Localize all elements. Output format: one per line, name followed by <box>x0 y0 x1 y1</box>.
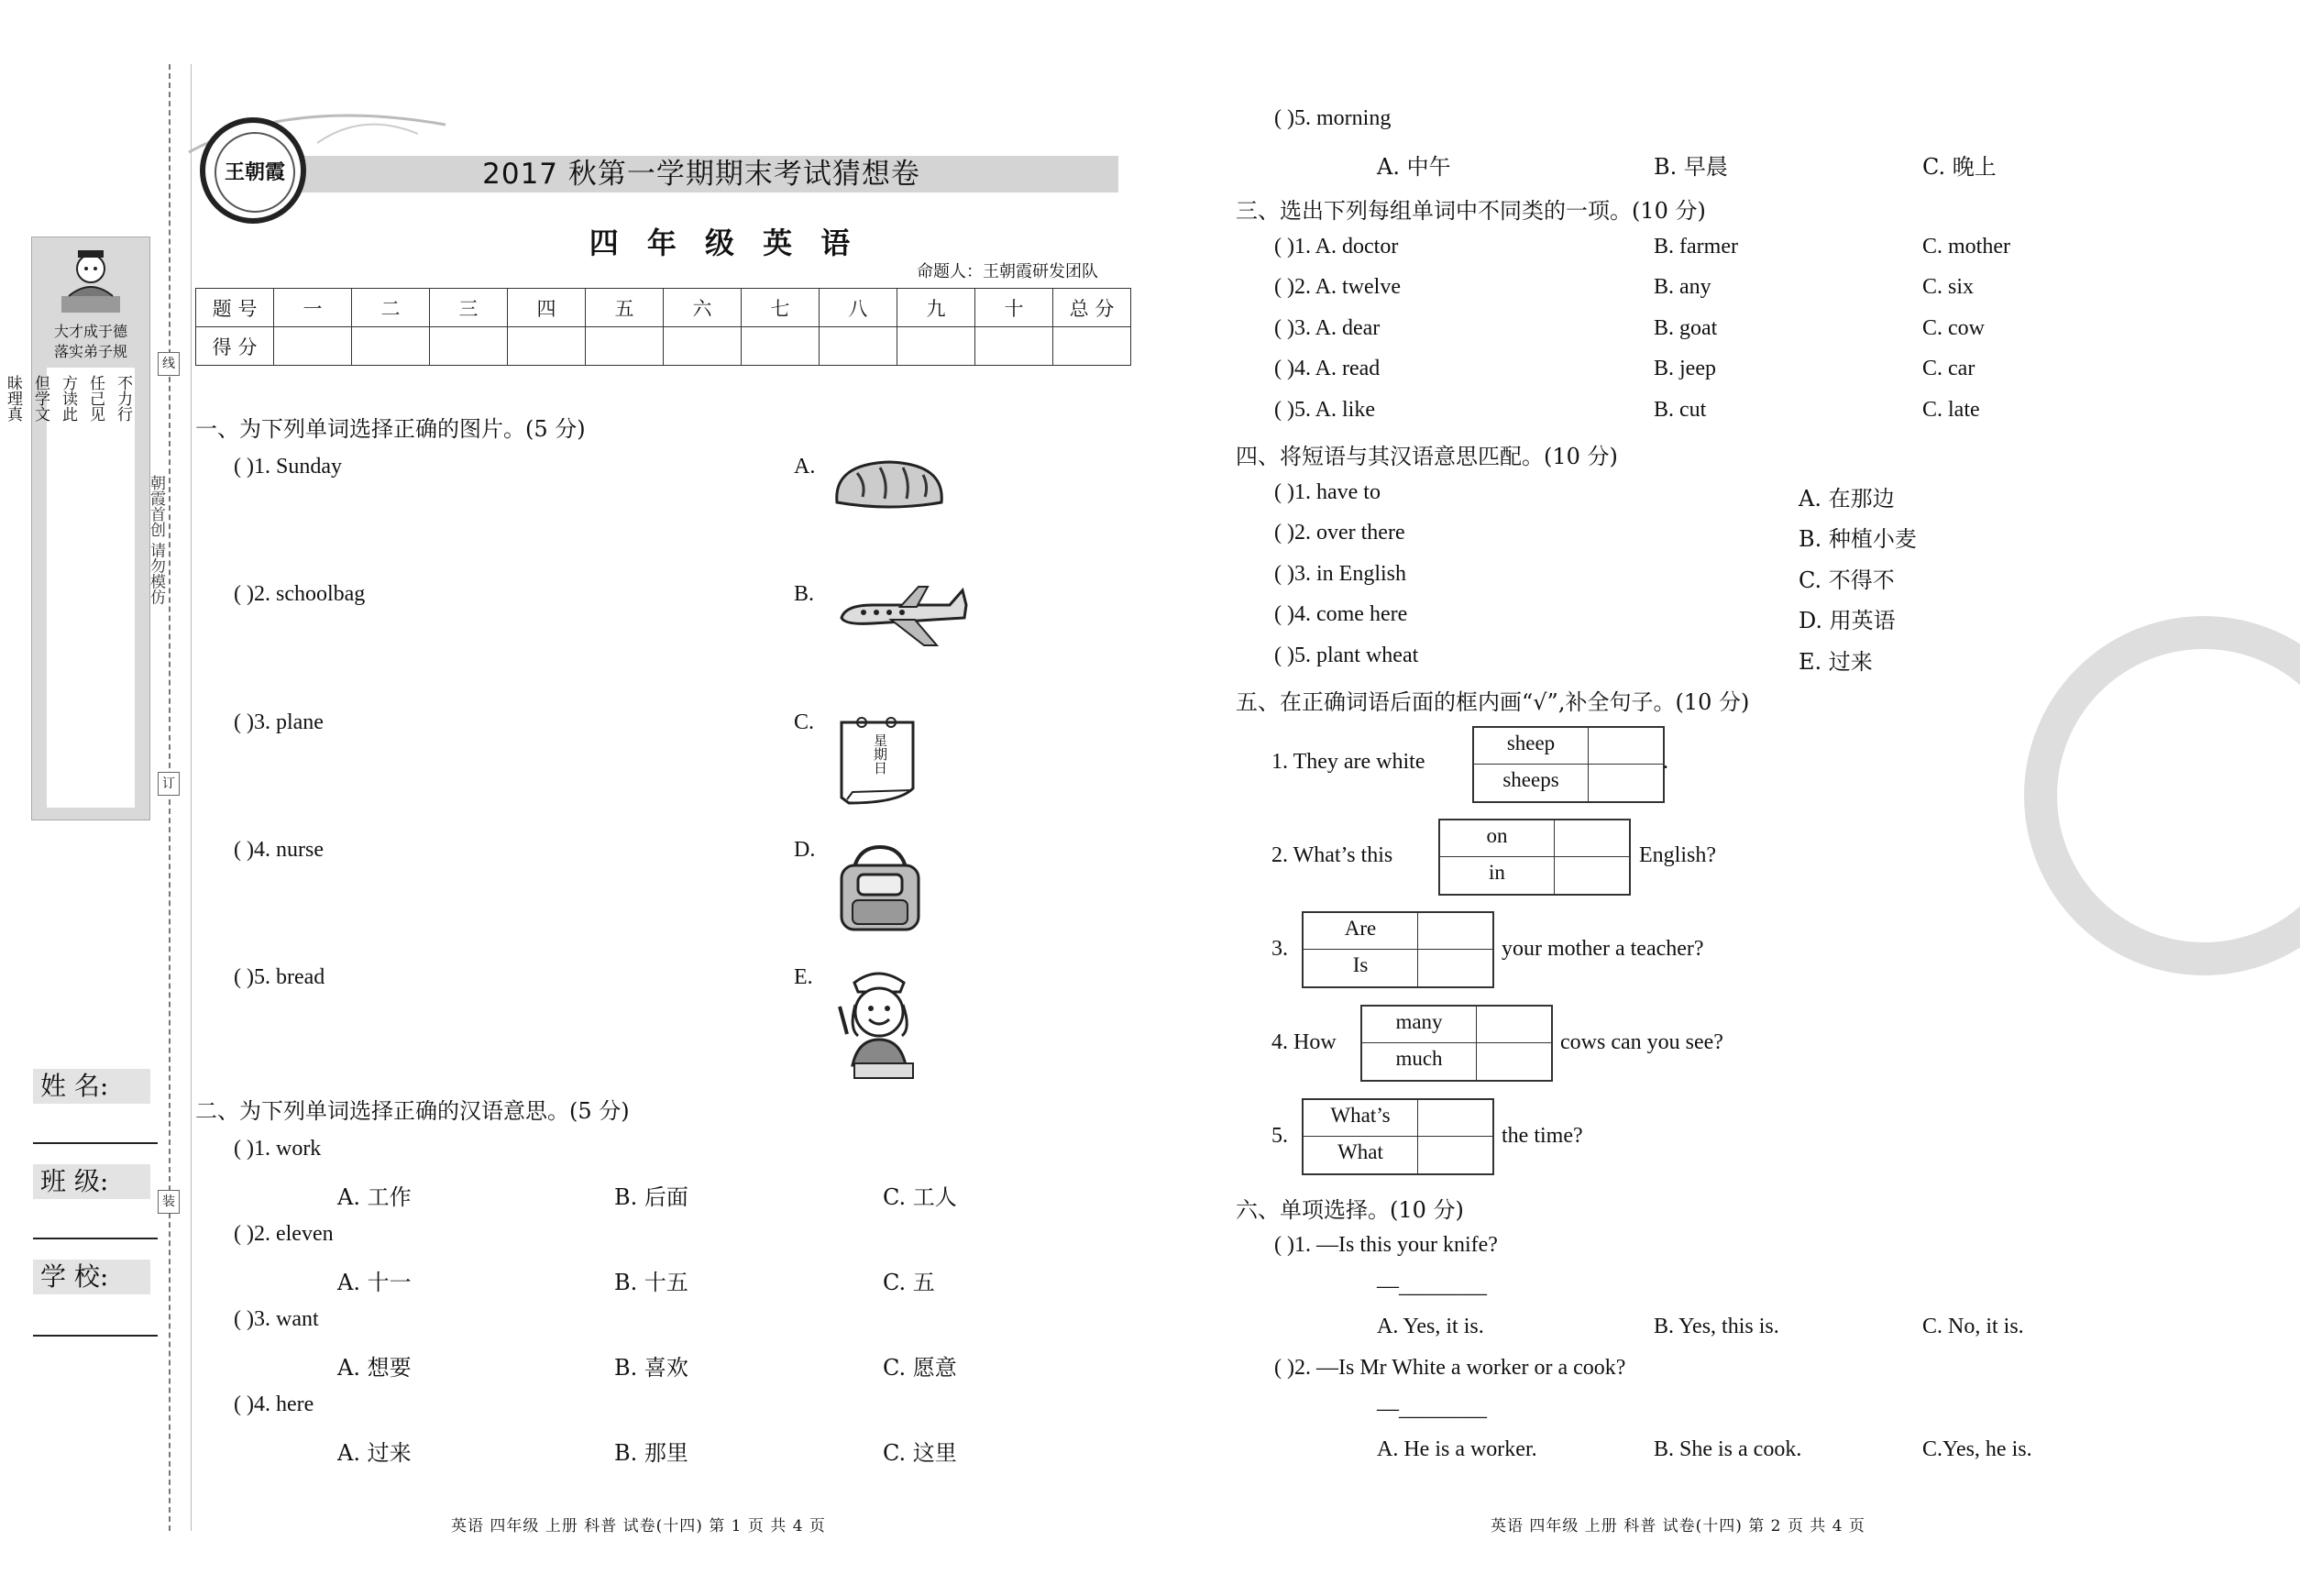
footer-page-2: 英语 四年级 上册 科普 试卷(十四) 第 2 页 共 4 页 <box>1491 1517 1865 1535</box>
class-label: 班 级: <box>33 1164 150 1199</box>
score-cell: 题 号 <box>196 289 274 327</box>
s1-question-3: ( )3. plane <box>234 710 324 734</box>
section4-title: 四、将短语与其汉语意思匹配。(10 分) <box>1236 444 1618 469</box>
score-input[interactable] <box>975 327 1053 366</box>
pic-label-d: D. <box>794 838 816 862</box>
s4-question-3: ( )3. in English <box>1274 562 1406 586</box>
s3-q1-option-b[interactable]: B. farmer <box>1654 235 1738 259</box>
tag-zhuang: 装 <box>158 1190 180 1214</box>
plane-icon <box>836 578 970 651</box>
tag-ding: 订 <box>158 772 180 796</box>
score-input[interactable] <box>508 327 586 366</box>
s5-q2-checkbox-1[interactable] <box>1556 820 1629 856</box>
s5-q4-checkbox-2[interactable] <box>1478 1043 1551 1080</box>
s3-question-4: ( )4. A. read <box>1274 357 1381 380</box>
logo <box>200 117 306 224</box>
s2-q5-option-c[interactable]: C. 晚上 <box>1922 154 1997 180</box>
author-line: 命题人：王朝霞研发团队 <box>917 262 1098 281</box>
s5-q1-word-2: sheeps <box>1502 768 1559 791</box>
s2-question-5: ( )5. morning <box>1274 106 1392 130</box>
s3-q5-option-c[interactable]: C. late <box>1922 398 1980 422</box>
s5-sentence-4-end: cows can you see? <box>1560 1030 1723 1054</box>
score-input[interactable] <box>897 327 975 366</box>
s3-q2-option-c[interactable]: C. six <box>1922 275 1975 299</box>
s5-q3-checkbox-1[interactable] <box>1419 913 1492 949</box>
s2-q1-option-a[interactable]: A. 工作 <box>337 1184 412 1210</box>
score-cell: 得 分 <box>196 327 274 366</box>
s5-q4-word-2: much <box>1395 1047 1443 1070</box>
s5-choice-box-2 <box>1438 819 1631 896</box>
score-cell: 九 <box>897 289 975 327</box>
s5-q3-word-2: Is <box>1352 953 1369 976</box>
s5-q4-word-1: many <box>1395 1010 1443 1033</box>
s4-question-1: ( )1. have to <box>1274 480 1381 504</box>
s2-q1-option-b[interactable]: B. 后面 <box>614 1184 688 1210</box>
s3-q3-option-c[interactable]: C. cow <box>1922 316 1985 340</box>
s6-q2-option-c[interactable]: C.Yes, he is. <box>1922 1437 2032 1461</box>
s2-q5-option-a[interactable]: A. 中午 <box>1377 154 1451 180</box>
s2-q2-option-a[interactable]: A. 十一 <box>337 1270 412 1295</box>
s6-q1-option-c[interactable]: C. No, it is. <box>1922 1315 2024 1338</box>
s5-q3-checkbox-2[interactable] <box>1419 950 1492 986</box>
s5-sentence-2-end: English? <box>1639 843 1716 867</box>
s3-question-2: ( )2. A. twelve <box>1274 275 1401 299</box>
s5-q1-word-1: sheep <box>1506 732 1556 754</box>
s3-q2-option-b[interactable]: B. any <box>1654 275 1711 299</box>
s2-q3-option-c[interactable]: C. 愿意 <box>883 1355 957 1381</box>
section2-title: 二、为下列单词选择正确的汉语意思。(5 分) <box>195 1098 630 1124</box>
s2-question-2: ( )2. eleven <box>234 1222 334 1246</box>
s6-q2-answer-blank[interactable]: —________ <box>1377 1397 1487 1421</box>
school-label: 学 校: <box>33 1260 150 1294</box>
s2-q3-option-a[interactable]: A. 想要 <box>337 1355 412 1381</box>
score-cell: 七 <box>742 289 820 327</box>
logo-text: 王朝霞 <box>215 132 295 213</box>
s5-sentence-5-end: the time? <box>1502 1124 1583 1148</box>
s5-choice-box-4 <box>1360 1005 1553 1082</box>
school-field[interactable] <box>33 1335 158 1337</box>
binding-solid-line <box>191 64 192 1531</box>
s3-question-3: ( )3. A. dear <box>1274 316 1381 340</box>
pic-label-b: B. <box>794 582 815 606</box>
s4-question-4: ( )4. come here <box>1274 602 1408 626</box>
score-input[interactable] <box>820 327 897 366</box>
s6-q2-option-a[interactable]: A. He is a worker. <box>1377 1437 1537 1461</box>
s5-sentence-1-end: . <box>1663 750 1668 774</box>
section6-title: 六、单项选择。(10 分) <box>1236 1197 1464 1223</box>
s6-question-2: ( )2. —Is Mr White a worker or a cook? <box>1274 1356 1626 1380</box>
motto-text-area <box>4 368 135 808</box>
s1-question-1: ( )1. Sunday <box>234 455 342 479</box>
score-table-header-row <box>196 289 1131 327</box>
section3-title: 三、选出下列每组单词中不同类的一项。(10 分) <box>1236 198 1706 224</box>
s5-sentence-4-start: 4. How <box>1271 1030 1337 1054</box>
score-table <box>195 288 1131 366</box>
section5-title: 五、在正确词语后面的框内画“√”,补全句子。(10 分) <box>1236 689 1750 715</box>
score-cell: 十 <box>975 289 1053 327</box>
s5-q4-checkbox-1[interactable] <box>1478 1007 1551 1042</box>
s5-choice-box-5 <box>1302 1098 1494 1175</box>
tag-xian: 线 <box>158 352 180 376</box>
score-cell: 五 <box>586 289 664 327</box>
s2-question-1: ( )1. work <box>234 1137 322 1161</box>
s5-q1-checkbox-1[interactable] <box>1590 728 1663 764</box>
score-table-score-row <box>196 327 1131 366</box>
s5-choice-box-3 <box>1302 911 1494 988</box>
pic-label-e: E. <box>794 965 813 989</box>
s4-match-d: D. 用英语 <box>1799 608 1896 633</box>
bread-icon <box>830 455 949 515</box>
s2-q4-option-a[interactable]: A. 过来 <box>337 1440 412 1466</box>
score-input[interactable] <box>430 327 508 366</box>
s6-q2-option-b[interactable]: B. She is a cook. <box>1654 1437 1802 1461</box>
s3-q3-option-b[interactable]: B. goat <box>1654 316 1718 340</box>
score-cell: 四 <box>508 289 586 327</box>
s5-sentence-3-end: your mother a teacher? <box>1502 937 1704 961</box>
s2-question-4: ( )4. here <box>234 1392 314 1416</box>
score-cell: 一 <box>274 289 352 327</box>
s4-match-e: E. 过来 <box>1799 649 1873 675</box>
class-field[interactable] <box>33 1238 158 1239</box>
title-band <box>284 156 1118 193</box>
score-cell: 六 <box>664 289 742 327</box>
motto-title: 大才成于德 落实弟子规 <box>53 323 127 360</box>
section1-title: 一、为下列单词选择正确的图片。(5 分) <box>195 416 586 442</box>
score-input[interactable] <box>664 327 742 366</box>
s3-question-5: ( )5. A. like <box>1274 398 1375 422</box>
s5-q5-checkbox-2[interactable] <box>1419 1137 1492 1173</box>
s5-sentence-1-start: 1. They are white <box>1271 750 1425 774</box>
s5-q5-word-1: What’s <box>1330 1104 1391 1127</box>
name-label: 姓 名: <box>33 1069 150 1104</box>
binding-dashed-line <box>169 64 171 1531</box>
motto-columns: 不力行 任己见 方读此 但学文 昧理真 <box>4 375 132 422</box>
s4-question-2: ( )2. over there <box>1274 521 1405 545</box>
s3-q5-option-b[interactable]: B. cut <box>1654 398 1707 422</box>
s1-question-5: ( )5. bread <box>234 965 325 989</box>
s2-q2-option-b[interactable]: B. 十五 <box>614 1270 688 1295</box>
s2-q1-option-c[interactable]: C. 工人 <box>883 1184 957 1210</box>
nurse-icon <box>831 964 926 1084</box>
seal-watermark-icon <box>2024 616 2300 975</box>
s3-q4-option-b[interactable]: B. jeep <box>1654 357 1716 380</box>
s6-q1-option-b[interactable]: B. Yes, this is. <box>1654 1315 1779 1338</box>
s1-question-4: ( )4. nurse <box>234 838 324 862</box>
s4-match-b: B. 种植小麦 <box>1799 526 1917 552</box>
s2-q4-option-c[interactable]: C. 这里 <box>883 1440 957 1466</box>
pic-label-c: C. <box>794 710 815 734</box>
score-cell: 八 <box>820 289 897 327</box>
s5-q3-word-1: Are <box>1344 917 1377 940</box>
s5-sentence-5-start: 5. <box>1271 1124 1288 1148</box>
subject-title: 四 年 级 英 语 <box>589 226 860 260</box>
pic-label-a: A. <box>794 455 816 479</box>
score-input[interactable] <box>352 327 430 366</box>
s6-q1-answer-blank[interactable]: —________ <box>1377 1274 1487 1298</box>
s1-question-2: ( )2. schoolbag <box>234 582 366 606</box>
s4-question-5: ( )5. plant wheat <box>1274 644 1419 667</box>
s5-sentence-2-start: 2. What’s this <box>1271 843 1393 867</box>
motto-panel <box>4 237 150 820</box>
s6-question-1: ( )1. —Is this your knife? <box>1274 1233 1498 1257</box>
s5-sentence-3-start: 3. <box>1271 937 1288 961</box>
score-input[interactable] <box>742 327 820 366</box>
s3-q4-option-c[interactable]: C. car <box>1922 357 1975 380</box>
s2-question-3: ( )3. want <box>234 1307 319 1331</box>
score-cell: 三 <box>430 289 508 327</box>
s4-match-c: C. 不得不 <box>1799 567 1895 593</box>
copyright-note: 朝霞首创 请勿模仿 <box>147 475 165 605</box>
calendar-text: 星期日 <box>872 733 888 775</box>
s5-q2-word-2: in <box>1489 861 1505 884</box>
s5-q5-checkbox-1[interactable] <box>1419 1100 1492 1136</box>
s5-q5-word-2: What <box>1337 1140 1383 1163</box>
score-input[interactable] <box>1053 327 1131 366</box>
s2-q4-option-b[interactable]: B. 那里 <box>614 1440 688 1466</box>
exam-title: 2017 秋第一学期期末考试猜想卷 <box>482 158 920 191</box>
footer-page-1: 英语 四年级 上册 科普 试卷(十四) 第 1 页 共 4 页 <box>451 1517 826 1535</box>
score-cell: 总 分 <box>1053 289 1131 327</box>
s4-match-a: A. 在那边 <box>1799 486 1895 512</box>
s5-q1-checkbox-2[interactable] <box>1590 765 1663 801</box>
calendar-icon <box>834 715 922 807</box>
s2-q3-option-b[interactable]: B. 喜欢 <box>614 1355 688 1381</box>
s5-choice-box-1 <box>1472 726 1665 803</box>
score-input[interactable] <box>586 327 664 366</box>
schoolbag-icon <box>832 843 928 935</box>
s5-q2-checkbox-2[interactable] <box>1556 857 1629 894</box>
s5-q2-word-1: on <box>1486 824 1508 847</box>
s6-q1-option-a[interactable]: A. Yes, it is. <box>1377 1315 1484 1338</box>
s2-q5-option-b[interactable]: B. 早晨 <box>1654 154 1728 180</box>
score-input[interactable] <box>274 327 352 366</box>
score-cell: 二 <box>352 289 430 327</box>
scholar-icon <box>56 245 126 320</box>
s2-q2-option-c[interactable]: C. 五 <box>883 1270 935 1295</box>
s3-question-1: ( )1. A. doctor <box>1274 235 1399 259</box>
name-field[interactable] <box>33 1142 158 1144</box>
s3-q1-option-c[interactable]: C. mother <box>1922 235 2010 259</box>
